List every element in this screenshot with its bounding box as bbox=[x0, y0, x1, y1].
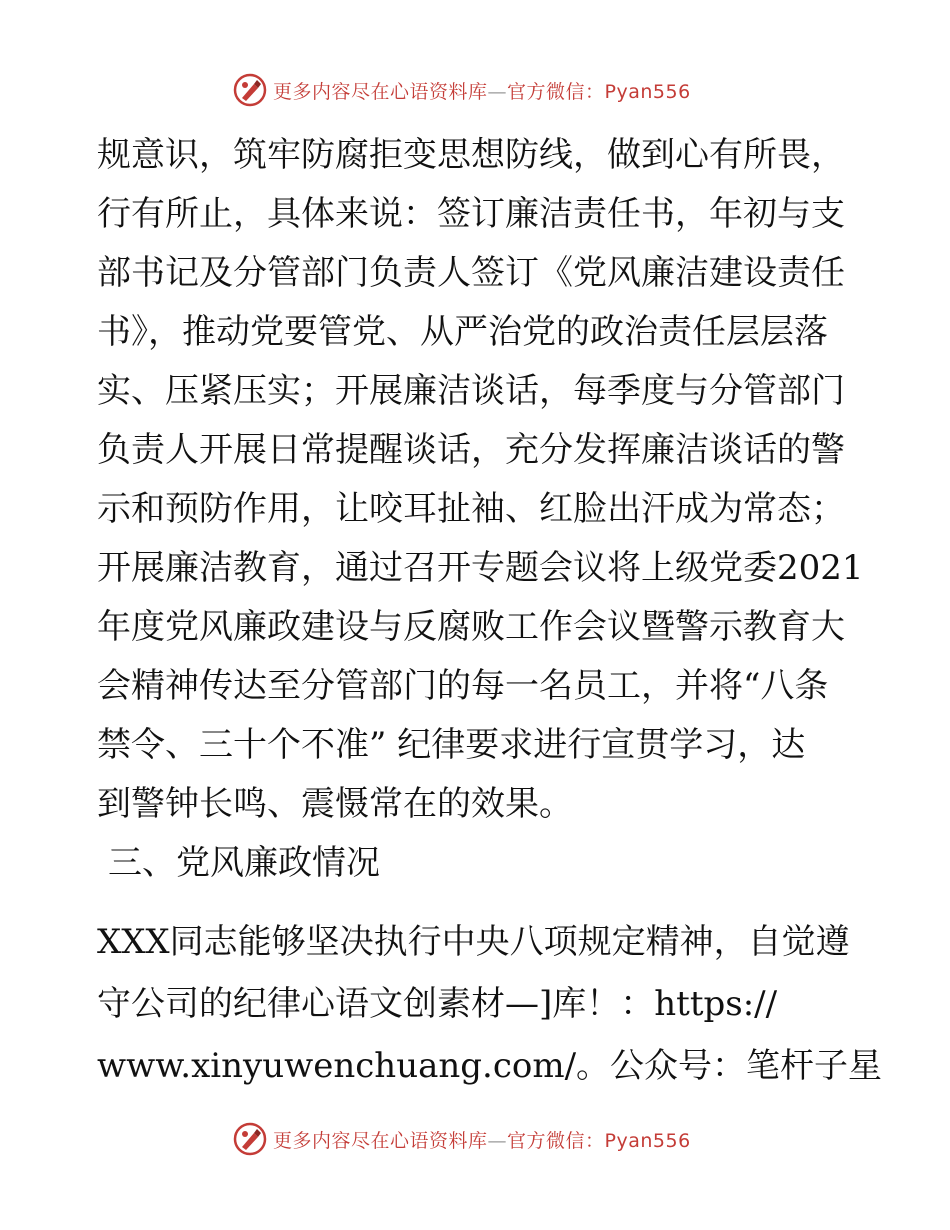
paragraph-line: 书》，推动党要管党、从严治党的政治责任层层落 bbox=[97, 312, 828, 352]
header-watermark-banner bbox=[233, 70, 713, 110]
paragraph-line: 行有所止，具体来说：签订廉洁责任书，年初与支 bbox=[97, 194, 845, 234]
banner-main-text: 更多内容尽在心语资料库 bbox=[273, 80, 488, 103]
paragraph-line: XXX同志能够坚决执行中央八项规定精神，自觉遵 bbox=[97, 922, 850, 962]
paragraph-line: 负责人开展日常提醒谈话，充分发挥廉洁谈话的警 bbox=[97, 430, 845, 470]
section-heading-3: 三、党风廉政情况 bbox=[108, 843, 380, 883]
pen-logo-icon bbox=[233, 1122, 267, 1156]
banner-main-text: 更多内容尽在心语资料库 bbox=[273, 1129, 488, 1152]
banner-wechat-label: 官方微信： bbox=[507, 80, 605, 103]
paragraph-line: 禁令、三十个不准” 纪律要求进行宣贯学习，达 bbox=[97, 725, 806, 765]
banner-text bbox=[273, 77, 691, 104]
banner-wechat-id: Pyan556 bbox=[604, 80, 691, 103]
paragraph-line: 实、压紧压实；开展廉洁谈话，每季度与分管部门 bbox=[97, 371, 845, 411]
banner-wechat-id: Pyan556 bbox=[604, 1129, 691, 1152]
paragraph-line: 规意识，筑牢防腐拒变思想防线，做到心有所畏， bbox=[97, 135, 845, 175]
paragraph-line: 示和预防作用，让咬耳扯袖、红脸出汗成为常态； bbox=[97, 489, 845, 529]
pen-logo-icon bbox=[233, 73, 267, 107]
paragraph-line: 会精神传达至分管部门的每一名员工，并将“八条 bbox=[97, 666, 829, 706]
paragraph-line: 守公司的纪律心语文创素材—]库！：https:// bbox=[97, 984, 778, 1024]
banner-separator: — bbox=[487, 1129, 508, 1152]
paragraph-line: 开展廉洁教育，通过召开专题会议将上级党委2021 bbox=[97, 548, 864, 588]
footer-watermark-banner bbox=[233, 1119, 713, 1159]
paragraph-line: 年度党风廉政建设与反腐败工作会议暨警示教育大 bbox=[97, 607, 845, 647]
paragraph-2 bbox=[97, 911, 883, 1097]
paragraph-line: 部书记及分管部门负责人签订《党风廉洁建设责任 bbox=[97, 253, 845, 293]
banner-separator: — bbox=[487, 80, 508, 103]
paragraph-line: www.xinyuwenchuang.com/。公众号：笔杆子星 bbox=[97, 1046, 883, 1086]
paragraph-1 bbox=[97, 126, 864, 834]
banner-wechat-label: 官方微信： bbox=[507, 1129, 605, 1152]
banner-text bbox=[273, 1126, 691, 1153]
paragraph-line: 到警钟长鸣、震慑常在的效果。 bbox=[97, 784, 573, 824]
